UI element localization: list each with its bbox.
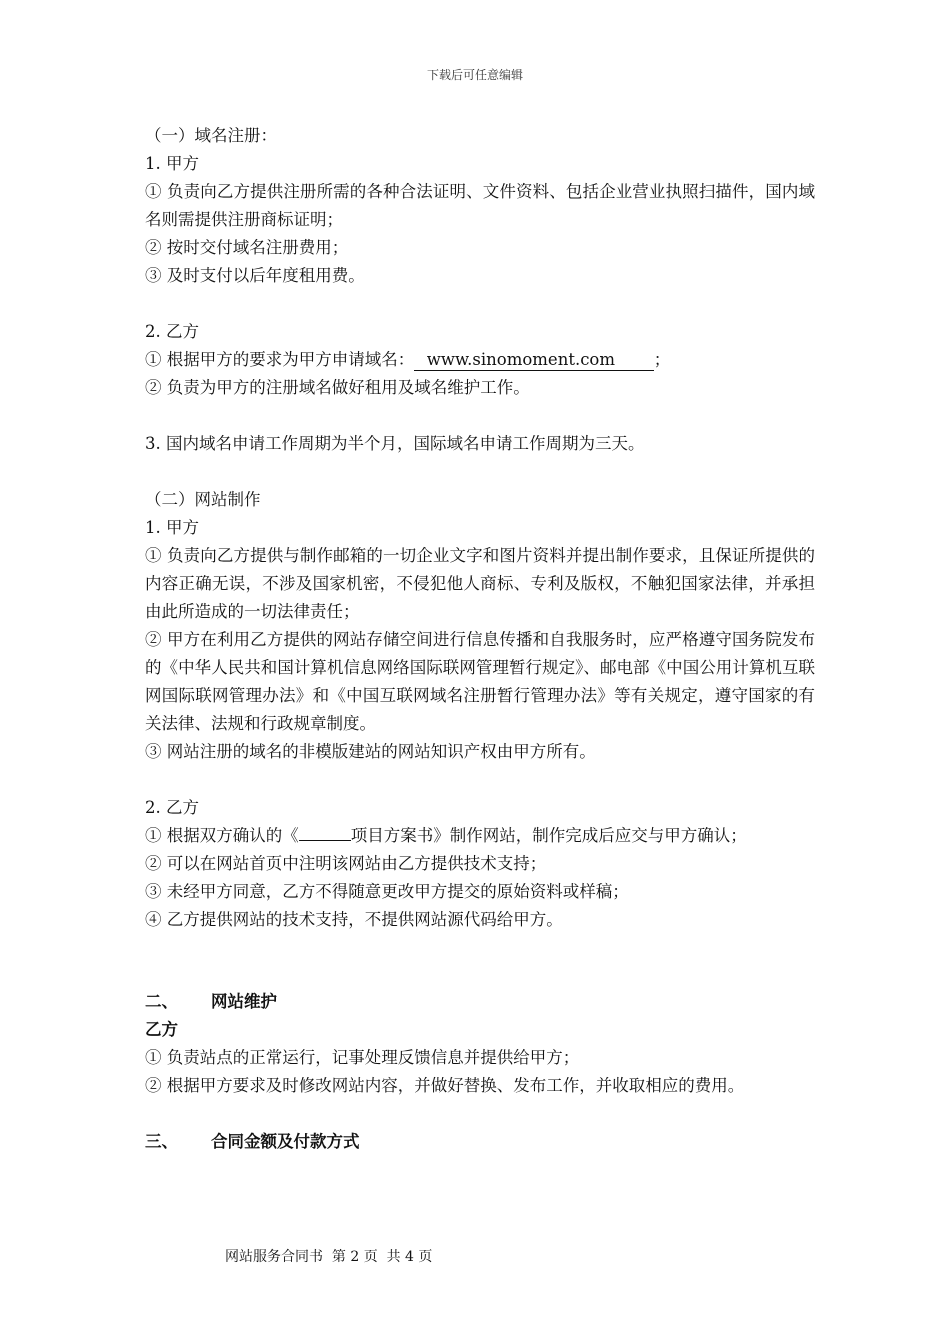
project-plan-prefix: ① 根据双方确认的《 — [145, 826, 299, 845]
party-a-heading: 1. 甲方 — [145, 154, 199, 173]
section-maintenance-heading — [145, 988, 815, 1016]
project-plan-suffix: 项目方案书》制作网站，制作完成后应交与甲方确认； — [350, 826, 747, 845]
page-footer: 网站服务合同书 第 2 页 共 4 页 — [225, 1249, 433, 1265]
production-party-a-item-1: ① 负责向乙方提供与制作邮箱的一切企业文字和图片资料并提出制作要求，且保证所提供的内容正确无误，不涉及国家机密，不侵犯他人商标、专利及版权，不触犯国家法律，并承担由此所造成的一切法律责任； — [145, 546, 815, 621]
party-a-item-2: ② 按时交付域名注册费用； — [145, 238, 349, 257]
party-a-item-1: ① 负责向乙方提供注册所需的各种合法证明、文件资料、包括企业营业执照扫描件，国内域名则需提供注册商标证明； — [145, 182, 815, 229]
project-name-blank — [299, 822, 351, 841]
production-party-b-item-4: ④ 乙方提供网站的技术支持，不提供网站源代码给甲方。 — [145, 910, 563, 929]
production-party-b-item-1 — [145, 822, 815, 850]
section-title: 网站维护 — [211, 992, 277, 1011]
production-party-b-item-3: ③ 未经甲方同意，乙方不得随意更改甲方提交的原始资料或样稿； — [145, 882, 629, 901]
domain-period-clause: 3. 国内域名申请工作周期为半个月，国际域名申请工作周期为三天。 — [145, 434, 645, 453]
maintenance-item-1: ① 负责站点的正常运行，记事处理反馈信息并提供给甲方； — [145, 1048, 580, 1067]
document-body — [145, 122, 815, 1156]
section-number: 三、 — [145, 1132, 178, 1151]
production-party-b-item-2: ② 可以在网站首页中注明该网站由乙方提供技术支持； — [145, 854, 547, 873]
production-party-b-heading: 2. 乙方 — [145, 798, 199, 817]
maintenance-item-2: ② 根据甲方要求及时修改网站内容，并做好替换、发布工作，并收取相应的费用。 — [145, 1076, 745, 1095]
party-a-item-3: ③ 及时支付以后年度租用费。 — [145, 266, 365, 285]
section-domain-registration-title: （一）域名注册： — [145, 126, 277, 145]
section-website-production-title: （二）网站制作 — [145, 490, 261, 509]
page-header: 下载后可任意编辑 — [426, 68, 523, 82]
production-party-a-heading: 1. 甲方 — [145, 518, 199, 537]
party-b-item-1 — [145, 346, 815, 374]
section-number: 二、 — [145, 992, 178, 1011]
domain-request-end: ； — [653, 350, 671, 369]
requested-domain: www.sinomoment.com — [416, 350, 652, 369]
party-b-item-2: ② 负责为甲方的注册域名做好租用及域名维护工作。 — [145, 378, 530, 397]
section-payment-heading — [145, 1128, 815, 1156]
domain-request-label: ① 根据甲方的要求为甲方申请域名： — [145, 350, 415, 369]
production-party-a-item-3: ③ 网站注册的域名的非模版建站的网站知识产权由甲方所有。 — [145, 742, 596, 761]
production-party-a-item-2: ② 甲方在利用乙方提供的网站存储空间进行信息传播和自我服务时，应严格遵守国务院发布的《中华人民共和国计算机信息网络国际联网管理暂行规定》、邮电部《中国公用计算机互联网国际联网管理办法》和《中国互联网域名注册暂行管理办法》等有关规定，遵守国家的有关法律、法规和行政规章制度。 — [145, 630, 815, 733]
party-b-heading: 2. 乙方 — [145, 322, 199, 341]
section-title: 合同金额及付款方式 — [211, 1132, 360, 1151]
maintenance-party-b: 乙方 — [145, 1020, 178, 1039]
